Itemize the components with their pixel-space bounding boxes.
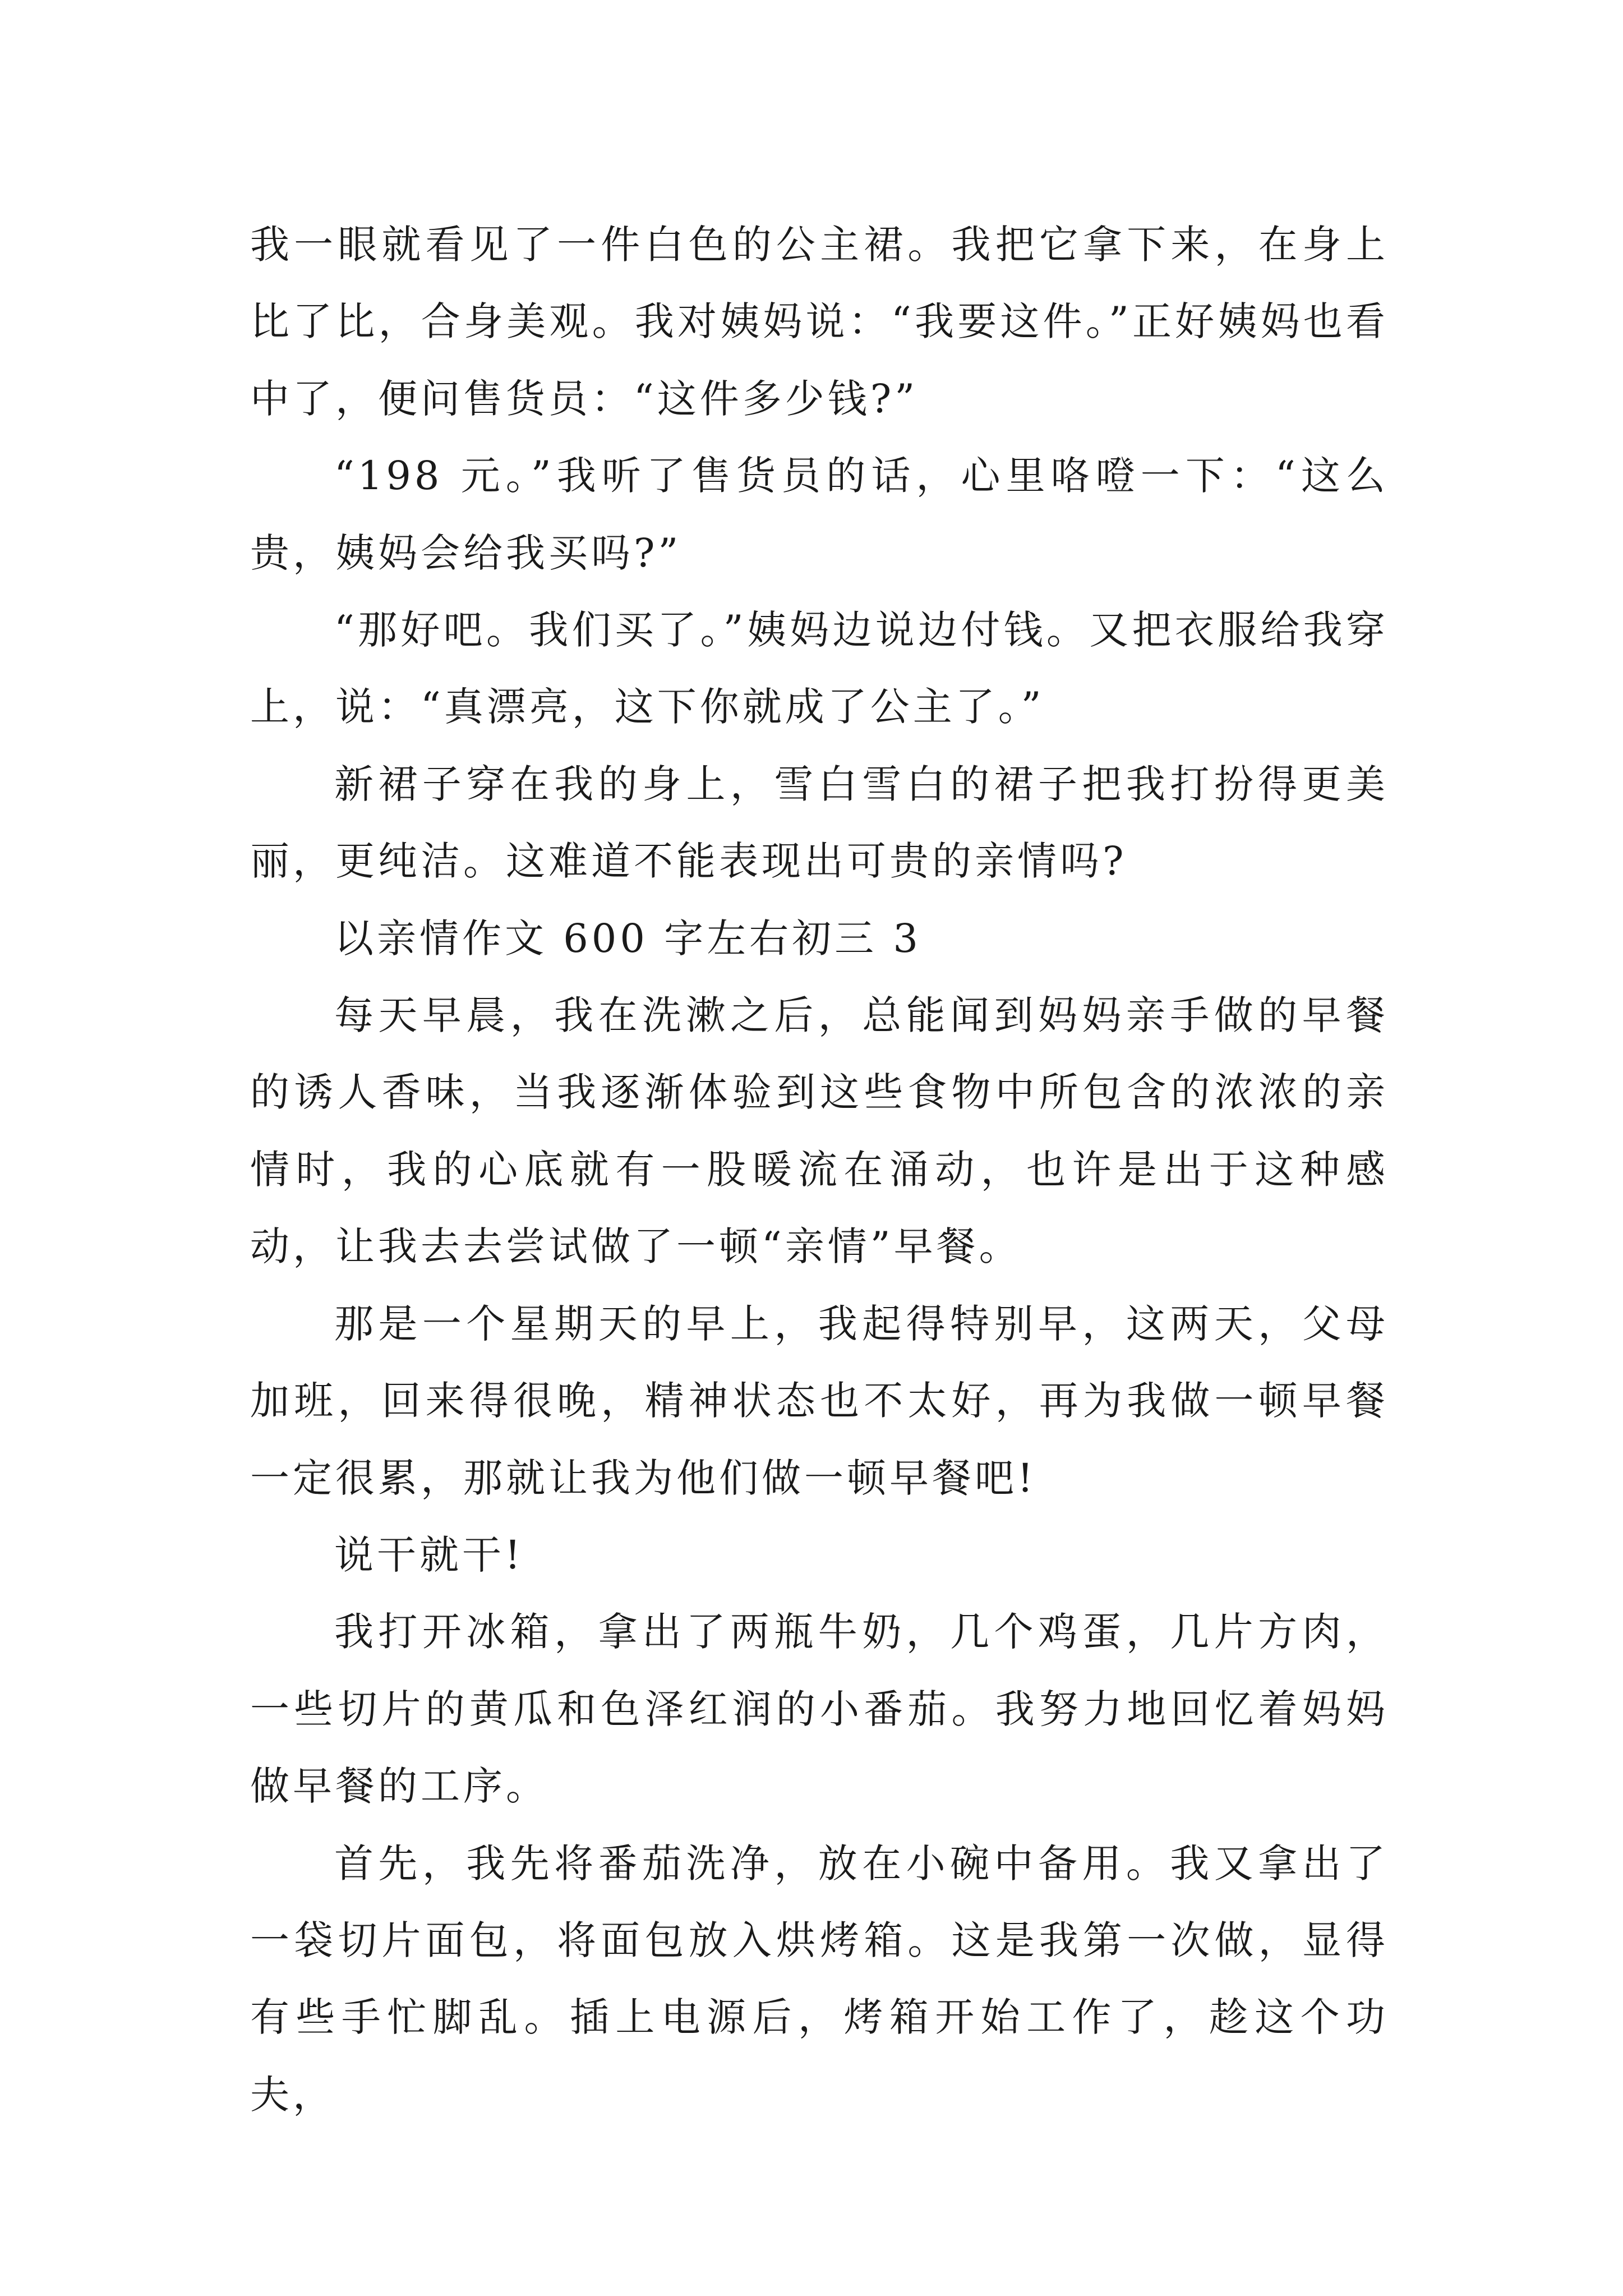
- paragraph: 我一眼就看见了一件白色的公主裙。我把它拿下来，在身上比了比，合身美观。我对姨妈说：“我要这件。”正好姨妈也看中了，便问售货员：“这件多少钱?”: [250, 222, 1389, 422]
- paragraph: 我打开冰箱，拿出了两瓶牛奶，几个鸡蛋，几片方肉，一些切片的黄瓜和色泽红润的小番茄。我努力地回忆着妈妈做早餐的工序。: [250, 1609, 1389, 1810]
- paragraph: “198 元。”我听了售货员的话，心里咯噔一下：“这么贵，姨妈会给我买吗?”: [250, 453, 1389, 576]
- paragraph: 首先，我先将番茄洗净，放在小碗中备用。我又拿出了一袋切片面包，将面包放入烘烤箱。这是我第一次做，显得有些手忙脚乱。插上电源后，烤箱开始工作了，趁这个功夫，: [250, 1840, 1389, 2118]
- paragraph: 那是一个星期天的早上，我起得特别早，这两天，父母加班，回来得很晚，精神状态也不太好，再为我做一顿早餐一定很累，那就让我为他们做一顿早餐吧!: [250, 1300, 1389, 1501]
- paragraph: “那好吧。我们买了。”姨妈边说边付钱。又把衣服给我穿上，说：“真漂亮，这下你就成了公主了。”: [250, 607, 1389, 730]
- section-heading: 以亲情作文 600 字左右初三 3: [334, 915, 921, 961]
- essay-body: [250, 206, 1389, 2133]
- paragraph: 每天早晨，我在洗漱之后，总能闻到妈妈亲手做的早餐的诱人香味，当我逐渐体验到这些食物中所包含的浓浓的亲情时，我的心底就有一股暖流在涌动，也许是出于这种感动，让我去去尝试做了一顿“亲情”早餐。: [250, 992, 1389, 1270]
- paragraph: 说干就干!: [334, 1531, 524, 1578]
- paragraph: 新裙子穿在我的身上，雪白雪白的裙子把我打扮得更美丽，更纯洁。这难道不能表现出可贵的亲情吗?: [250, 761, 1389, 885]
